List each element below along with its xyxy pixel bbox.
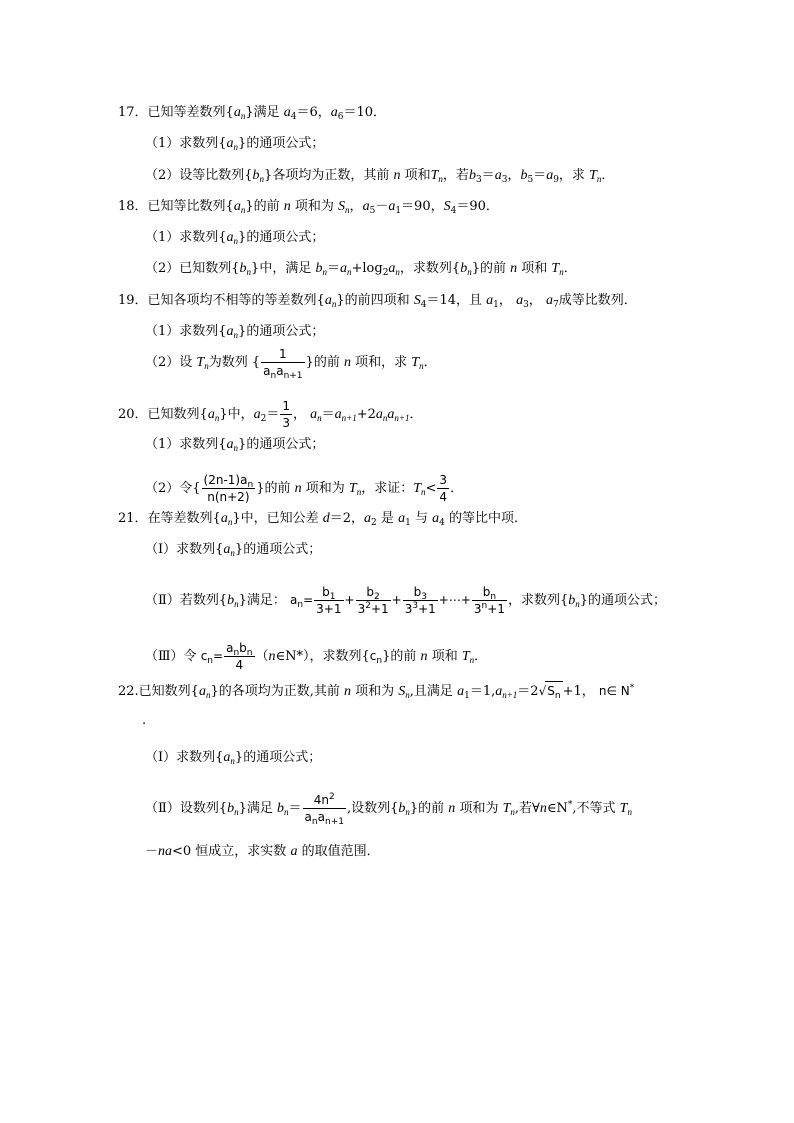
q18-part1: （1）求数列$\{a_n\}$的通项公式； xyxy=(145,230,325,246)
q22-stem-period: . xyxy=(142,713,147,728)
q21-fraction-3: $\frac{b_3}{3^3+1}$ xyxy=(404,585,436,616)
q19-part1: （1）求数列$\{a_n\}$的通项公式； xyxy=(145,324,325,340)
q21-fraction-1: $\frac{b_1}{3+1}$ xyxy=(316,585,342,616)
q20-stem: 20．已知数列$\{a_n\}$中，$a_2=$ $\frac{1}{3}$ ， $a_n=a_{n+1}+2a_na_{n+1}$． xyxy=(118,399,423,430)
q19-part2: （2）设 $T_n$为数列 { $\frac{1}{a_na_{n+1}}$ }的前 n 项和，求 $T_n$． xyxy=(145,347,437,381)
q21-fraction-2: $\frac{b_2}{3^2+1}$ xyxy=(357,585,389,616)
q20-part1: （1）求数列$\{a_n\}$的通项公式； xyxy=(145,437,325,453)
q22-fraction: $\frac{4n^2}{a_na_{n+1}}$ xyxy=(304,792,344,827)
q17-part1: （1）求数列$\{a_n\}$的通项公式； xyxy=(145,136,325,152)
q18-stem: 18．已知等比数列$\{a_n\}$的前 n 项和为 $S_n$，$a_5-a_1=90$，$S_4=90$． xyxy=(118,199,499,216)
q20-fraction-sequence: $\frac{(2n-1)a_n}{n(n+2)}$ xyxy=(203,473,254,504)
q20-fraction-three-quarters: $\frac{3}{4}$ xyxy=(439,473,448,504)
q18-part2: （2）已知数列$\{b_n\}$中，满足 $b_n=a_n+\log_2a_n$，求数列$\{b_n\}$的前 n 项和 $T_n$． xyxy=(145,261,577,278)
q19-stem: 19．已知各项均不相等的等差数列$\{a_n\}$的前四项和 $S_4=14$，且 $a_1$， $a_3$， $a_7$成等比数列． xyxy=(118,293,637,310)
q20-part2: （2）令{ $\frac{(2n-1)a_n}{n(n+2)}$ }的前 n 项和为 $T_n$，求证：$T_n<$ $\frac{3}{4}$ ． xyxy=(145,473,464,504)
q22-part1: （Ⅰ）求数列$\{a_n\}$的通项公式； xyxy=(145,750,322,766)
q17-part2: （2）设等比数列$\{b_n\}$各项均为正数，其前 n 项和$T_n$，若$b_3=a_3$，$b_5=a_9$，求 $T_n$． xyxy=(145,168,615,185)
q21-part2: （Ⅱ）若数列$\{b_n\}$满足： $a_n=$ $\frac{b_1}{3+1}$ + $\frac{b_2}{3^2+1}$ + $\frac{b_3}{3^3+1}$ +⋯+ $\frac{b_n}{3^n+1}$ ，求数列$\{b_n\}$的通项公式； xyxy=(145,585,667,616)
q21-stem: 21．在等差数列$\{a_n\}$中，已知公差 d＝2，$a_2$ 是 $a_1$ 与 $a_4$ 的等比中项． xyxy=(118,511,527,528)
q20-fraction-one-third: $\frac{1}{3}$ xyxy=(282,399,290,430)
q21-part3: （Ⅲ）令 $c_n=$ $\frac{a_nb_n}{4}$ （n∈N*），求数列$\{c_n\}$的前 n 项和 $T_n$． xyxy=(145,641,488,672)
q17-stem: 17．已知等差数列$\{a_n\}$满足 $a_4=6$，$a_6=10$． xyxy=(118,105,387,122)
q21-fraction-cn: $\frac{a_nb_n}{4}$ xyxy=(226,641,253,672)
q21-fraction-n: $\frac{b_n}{3^n+1}$ xyxy=(473,585,505,616)
q21-part1: （Ⅰ）求数列$\{a_n\}$的通项公式； xyxy=(145,542,322,558)
q22-part2-continued: －na<0 恒成立，求实数 a 的取值范围． xyxy=(145,844,380,859)
q19-fraction: $\frac{1}{a_na_{n+1}}$ xyxy=(263,347,303,381)
q22-stem: 22.已知数列$\{a_n\}$的各项均为正数,其前 n 项和为 $S_n$,且满足 $a_1=1,a_{n+1}=2√S_n +1$， n∈ N* xyxy=(118,683,635,701)
q22-part2: （Ⅱ）设数列$\{b_n\}$满足 $b_n=$ $\frac{4n^2}{a_na_{n+1}}$ ,设数列$\{b_n\}$的前 n 项和为 $T_n$,若∀n∈N*,不等式 $T_n$ xyxy=(145,792,632,827)
